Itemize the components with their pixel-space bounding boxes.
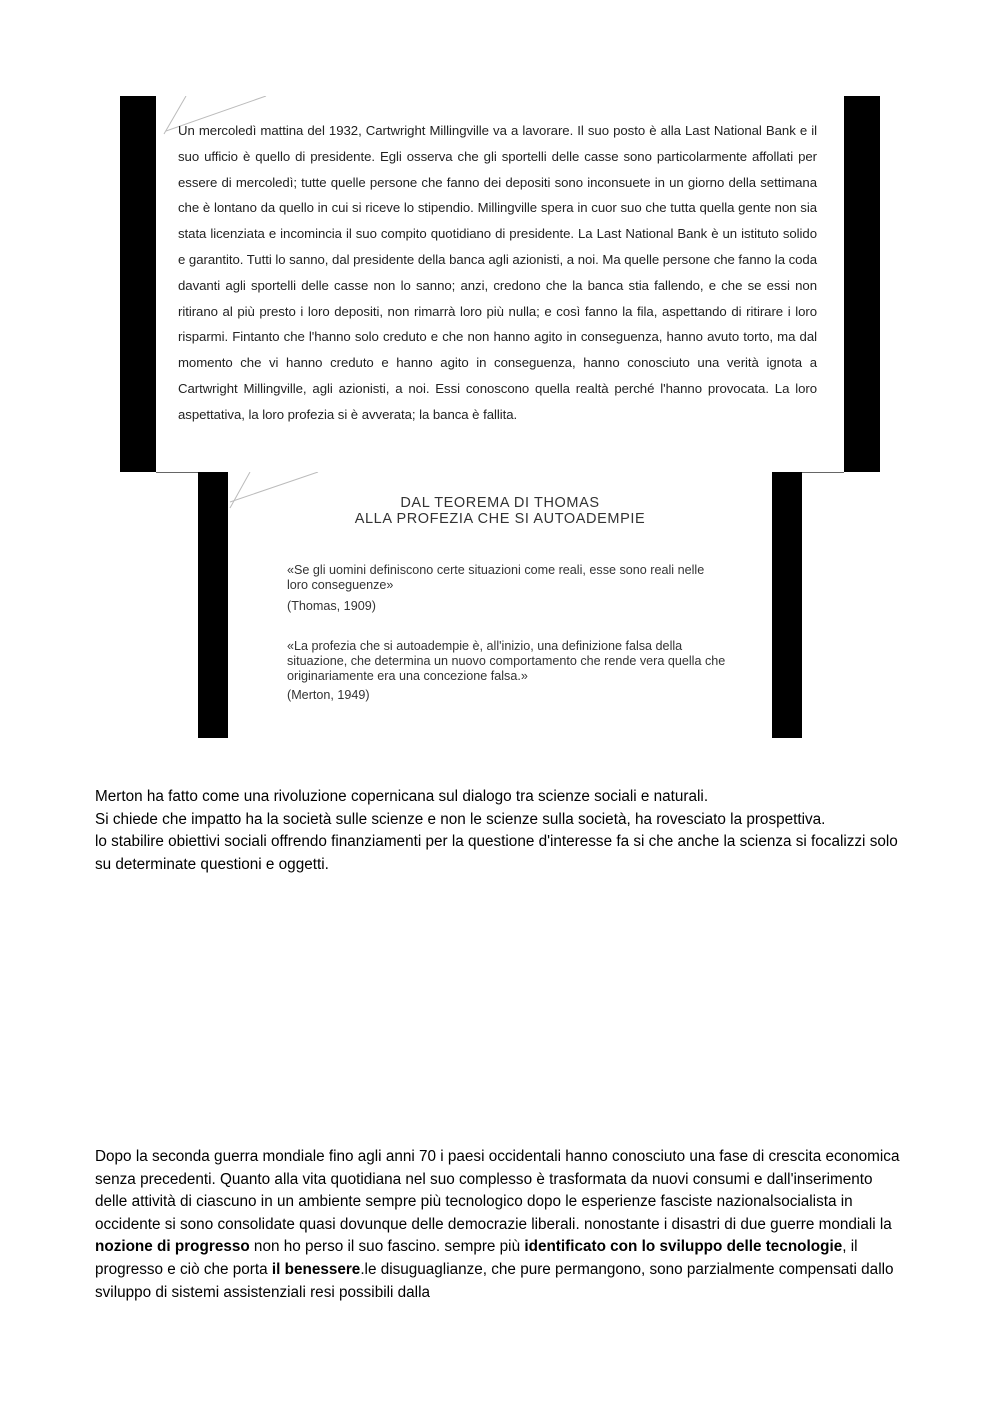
progress-bold-2: identificato con lo sviluppo delle tecnologie (524, 1238, 843, 1256)
figure-bank-story-page (156, 96, 844, 473)
slide-title-line2: ALLA PROFEZIA CHE SI AUTOADEMPIE (354, 511, 646, 527)
paragraph-merton-line3: lo stabilire obiettivi sociali offrendo finanziamenti per la questione d'interesse fa si che anche la scienza si focalizzi solo su determinate questioni e oggetti. (95, 833, 898, 873)
merton-quote: «La profezia che si autoadempie è, all'inizio, una definizione falsa della situazione, che determina un nuovo comportamento che rende vera quella che originariamente era una concezione falsa.» (287, 639, 726, 683)
figure-thomas-slide (198, 472, 802, 738)
slide-page (228, 472, 772, 738)
bank-story-text: Un mercoledì mattina del 1932, Cartwright Millingville va a lavorare. Il suo posto è alla Last National Bank e il suo ufficio è quello di presidente. Egli osserva che gli sportelli delle casse sono particolarmente affollati per essere di mercoledì; tutte quelle persone che fanno dei depositi sono inconsuete in un giorno della settimana che è lontano da quello in cui si riceve lo stipendio. Millingville spera in cuor suo che tutta quella gente non sia stata licenziata e incomincia il suo compito quotidiano di presidente. La Last National Bank è un istituto solido e garantito. Tutti lo sanno, dal presidente della banca agli azionisti, a noi. Ma quelle persone che fanno la coda davanti agli sportelli delle casse non lo sanno; anzi, credono che la banca stia fallendo, e che se essi non ritirano al più presto i loro depositi, non rimarrà loro più nulla; e così fanno la fila, aspettando di ritirare i loro risparmi. Fintanto che l'hanno solo creduto e che non hanno agito in conseguenza, hanno avuto torto, ma dal momento che vi hanno creduto e hanno agito in conseguenza, hanno conosciuto una verità ignota a Cartwright Millingville, agli azionisti, a noi. Essi conoscono quella realtà perché l'hanno provocata. La loro aspettativa, la loro profezia si è avverata; la banca è fallita. (178, 123, 817, 422)
progress-bold-3: il benessere (271, 1260, 361, 1278)
merton-citation: (Merton, 1949) (287, 688, 370, 702)
paragraph-merton (95, 786, 907, 876)
progress-bold-1: nozione di progresso (95, 1238, 250, 1256)
figure-bank-story (120, 96, 880, 472)
thomas-quote: «Se gli uomini definiscono certe situazioni come reali, esse sono reali nelle loro conseguenze» (287, 563, 705, 592)
progress-text-3: , il progresso e ciò che porta (95, 1238, 858, 1278)
slide-title-line1: DAL TEOREMA DI THOMAS (400, 495, 600, 511)
slide-title (228, 495, 772, 527)
progress-text-1: Dopo la seconda guerra mondiale fino agli anni 70 i paesi occidentali hanno conosciuto una fase di crescita economica senza precedenti. Quanto alla vita quotidiana nel suo complesso è trasformata da nuovi consumi e dall'inserimento delle attività di ciascuno in un ambiente sempre più tecnologico dopo le esperienze fasciste nazionalsocialista in occidente si sono consolidate quasi dovunque delle democrazie liberali. nonostante i disastri di due guerre mondiali la (95, 1148, 900, 1233)
thomas-citation: (Thomas, 1909) (287, 599, 376, 613)
progress-text-4: .le disuguaglianze, che pure permangono, sono parzialmente compensati dallo sviluppo di sistemi assistenziali resi possibili dalla (95, 1260, 894, 1301)
paragraph-progress (95, 1146, 907, 1304)
paragraph-merton-line2: Si chiede che impatto ha la società sulle scienze e non le scienze sulla società, ha rovesciato la prospettiva. (95, 810, 826, 828)
progress-text-2: non ho perso il suo fascino. sempre più (249, 1238, 525, 1256)
paragraph-merton-line1: Merton ha fatto come una rivoluzione copernicana sul dialogo tra scienze sociali e naturali. (95, 788, 709, 805)
